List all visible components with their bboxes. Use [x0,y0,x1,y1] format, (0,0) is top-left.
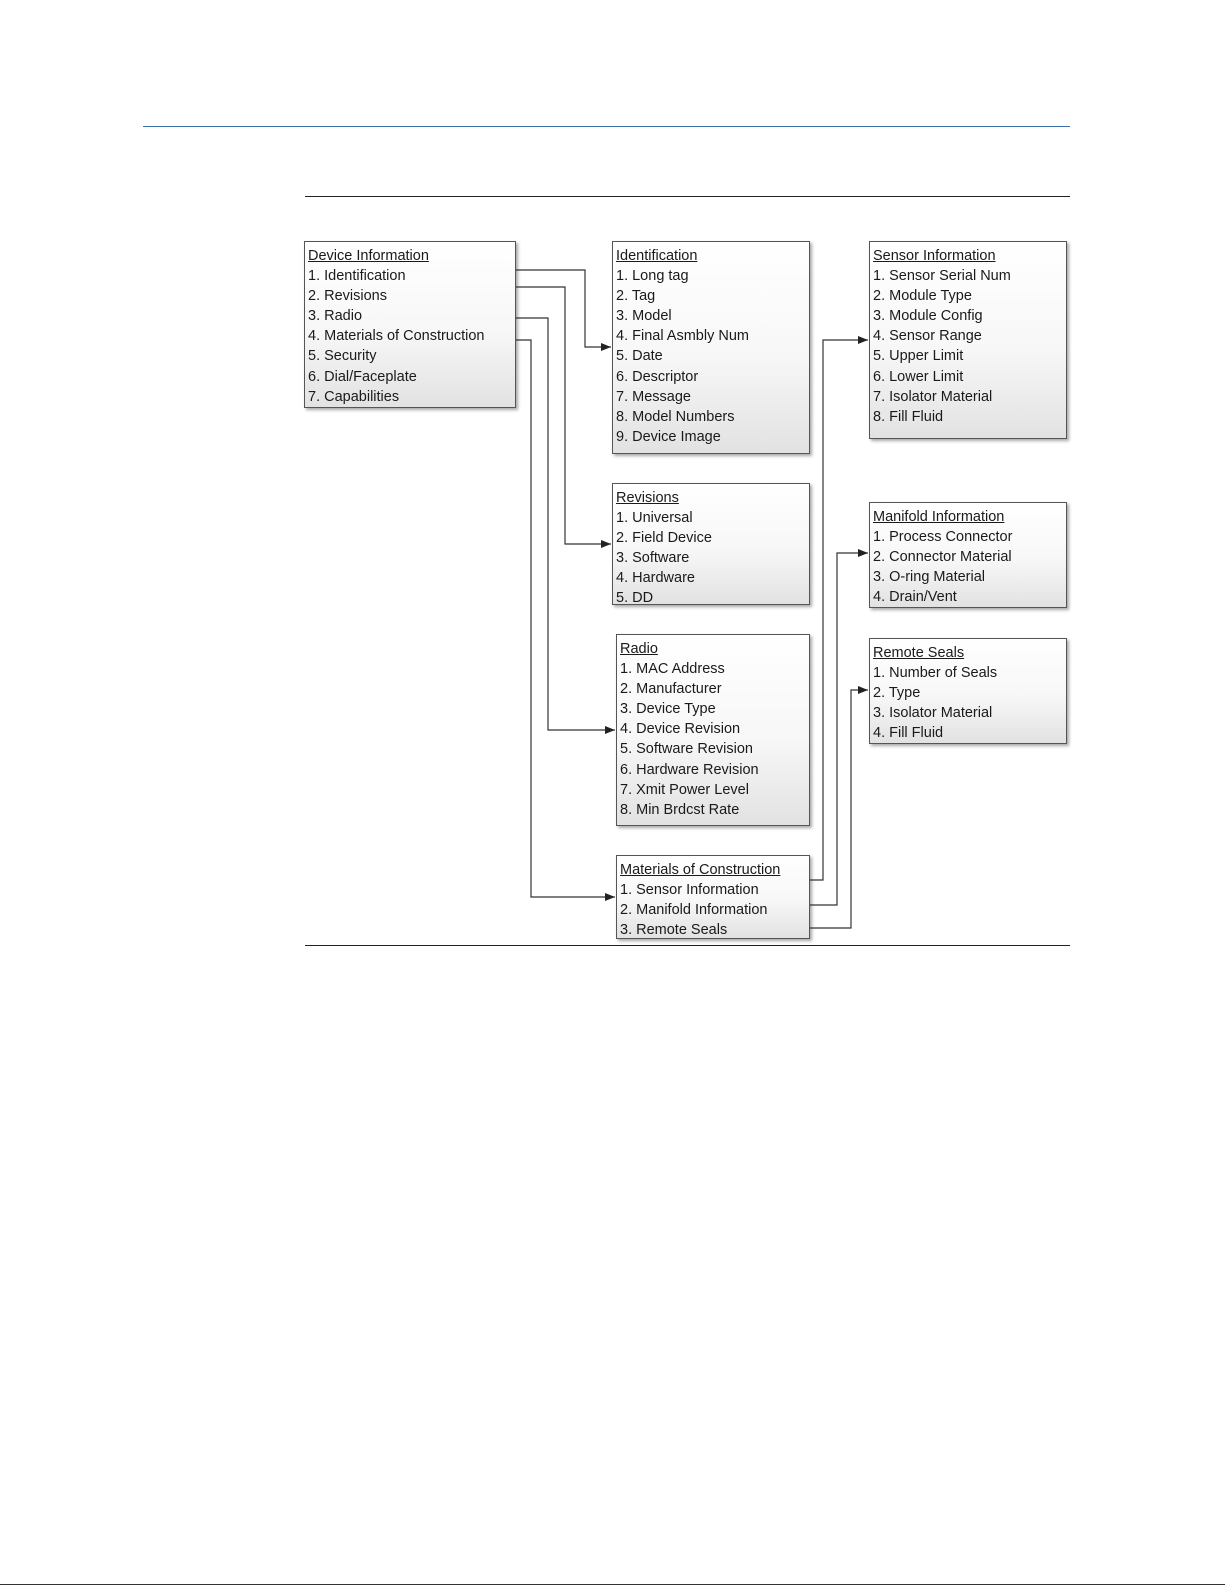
menu-box-title: Manifold Information [873,509,1005,525]
menu-item: 8. Min Brdcst Rate [620,801,740,818]
menu-item: 5. Date [616,348,663,365]
menu-item: 4. Materials of Construction [308,328,485,345]
menu-box-title: Sensor Information [873,248,996,264]
menu-item: 8. Model Numbers [616,408,735,425]
menu-item: 8. Fill Fluid [873,408,944,425]
menu-item: 2. Tag [616,288,656,305]
menu-box-title: Identification [616,248,698,264]
menu-item: 5. Software Revision [620,741,753,758]
menu-box-title: Revisions [616,490,679,506]
menu-item: 3. Software [616,550,690,567]
connector-sensor-information [810,340,868,880]
menu-item: 4. Fill Fluid [873,725,944,742]
figure-top-rule [305,196,1070,197]
menu-item: 6. Dial/Faceplate [308,368,417,385]
menu-item: 1. Number of Seals [873,665,998,682]
menu-item: 7. Isolator Material [873,388,993,405]
menu-item: 1. MAC Address [620,661,725,678]
connector-materials-of-construction [516,340,615,897]
menu-item: 4. Sensor Range [873,328,982,345]
menu-box-sensor-information [869,241,1067,439]
menu-item: 2. Field Device [616,530,712,547]
menu-item: 3. Device Type [620,701,716,718]
menu-item: 5. DD [616,590,654,607]
menu-box-radio [616,634,810,826]
connector-radio [516,318,615,730]
connector-remote-seals [810,690,868,928]
menu-item: 5. Upper Limit [873,348,964,365]
menu-item: 1. Universal [616,510,693,527]
menu-item: 6. Lower Limit [873,368,964,385]
connector-identification [516,270,611,347]
menu-item: 4. Drain/Vent [873,589,957,606]
menu-item: 1. Process Connector [873,529,1013,546]
menu-item: 3. Isolator Material [873,705,993,722]
menu-item: 4. Hardware [616,570,695,587]
menu-item: 3. Radio [308,308,363,325]
menu-box-title: Radio [620,641,658,657]
menu-item: 2. Module Type [873,288,972,305]
menu-item: 2. Type [873,685,921,702]
menu-box-materials-of-construction [616,855,810,939]
menu-item: 9. Device Image [616,428,721,445]
menu-item: 2. Manufacturer [620,681,722,698]
menu-item: 1. Sensor Information [620,882,759,899]
menu-item: 1. Long tag [616,268,689,285]
connector-manifold-information [810,553,868,905]
connector-revisions [516,287,611,544]
menu-item: 2. Connector Material [873,549,1012,566]
menu-item: 4. Device Revision [620,721,741,738]
menu-item: 3. Module Config [873,308,983,325]
menu-box-identification [612,241,810,454]
menu-item: 1. Identification [308,268,406,285]
menu-item: 7. Message [616,388,691,405]
menu-box-title: Materials of Construction [620,862,781,878]
menu-box-remote-seals [869,638,1067,744]
menu-item: 7. Xmit Power Level [620,781,749,798]
menu-item: 6. Descriptor [616,368,699,385]
menu-item: 2. Revisions [308,288,387,305]
menu-box-title: Device Information [308,248,429,264]
menu-box-device-information [304,241,516,408]
menu-box-manifold-information [869,502,1067,608]
menu-item: 7. Capabilities [308,388,400,405]
header-rule [143,126,1070,127]
menu-item: 3. O-ring Material [873,569,986,586]
menu-item: 5. Security [308,348,377,365]
menu-item: 4. Final Asmbly Num [616,328,749,345]
menu-item: 1. Sensor Serial Num [873,268,1011,285]
figure-bottom-rule [305,945,1070,946]
menu-item: 3. Model [616,308,672,325]
menu-item: 2. Manifold Information [620,902,768,919]
menu-item: 3. Remote Seals [620,922,728,939]
menu-item: 6. Hardware Revision [620,761,759,778]
menu-box-title: Remote Seals [873,645,965,661]
menu-box-revisions [612,483,810,605]
